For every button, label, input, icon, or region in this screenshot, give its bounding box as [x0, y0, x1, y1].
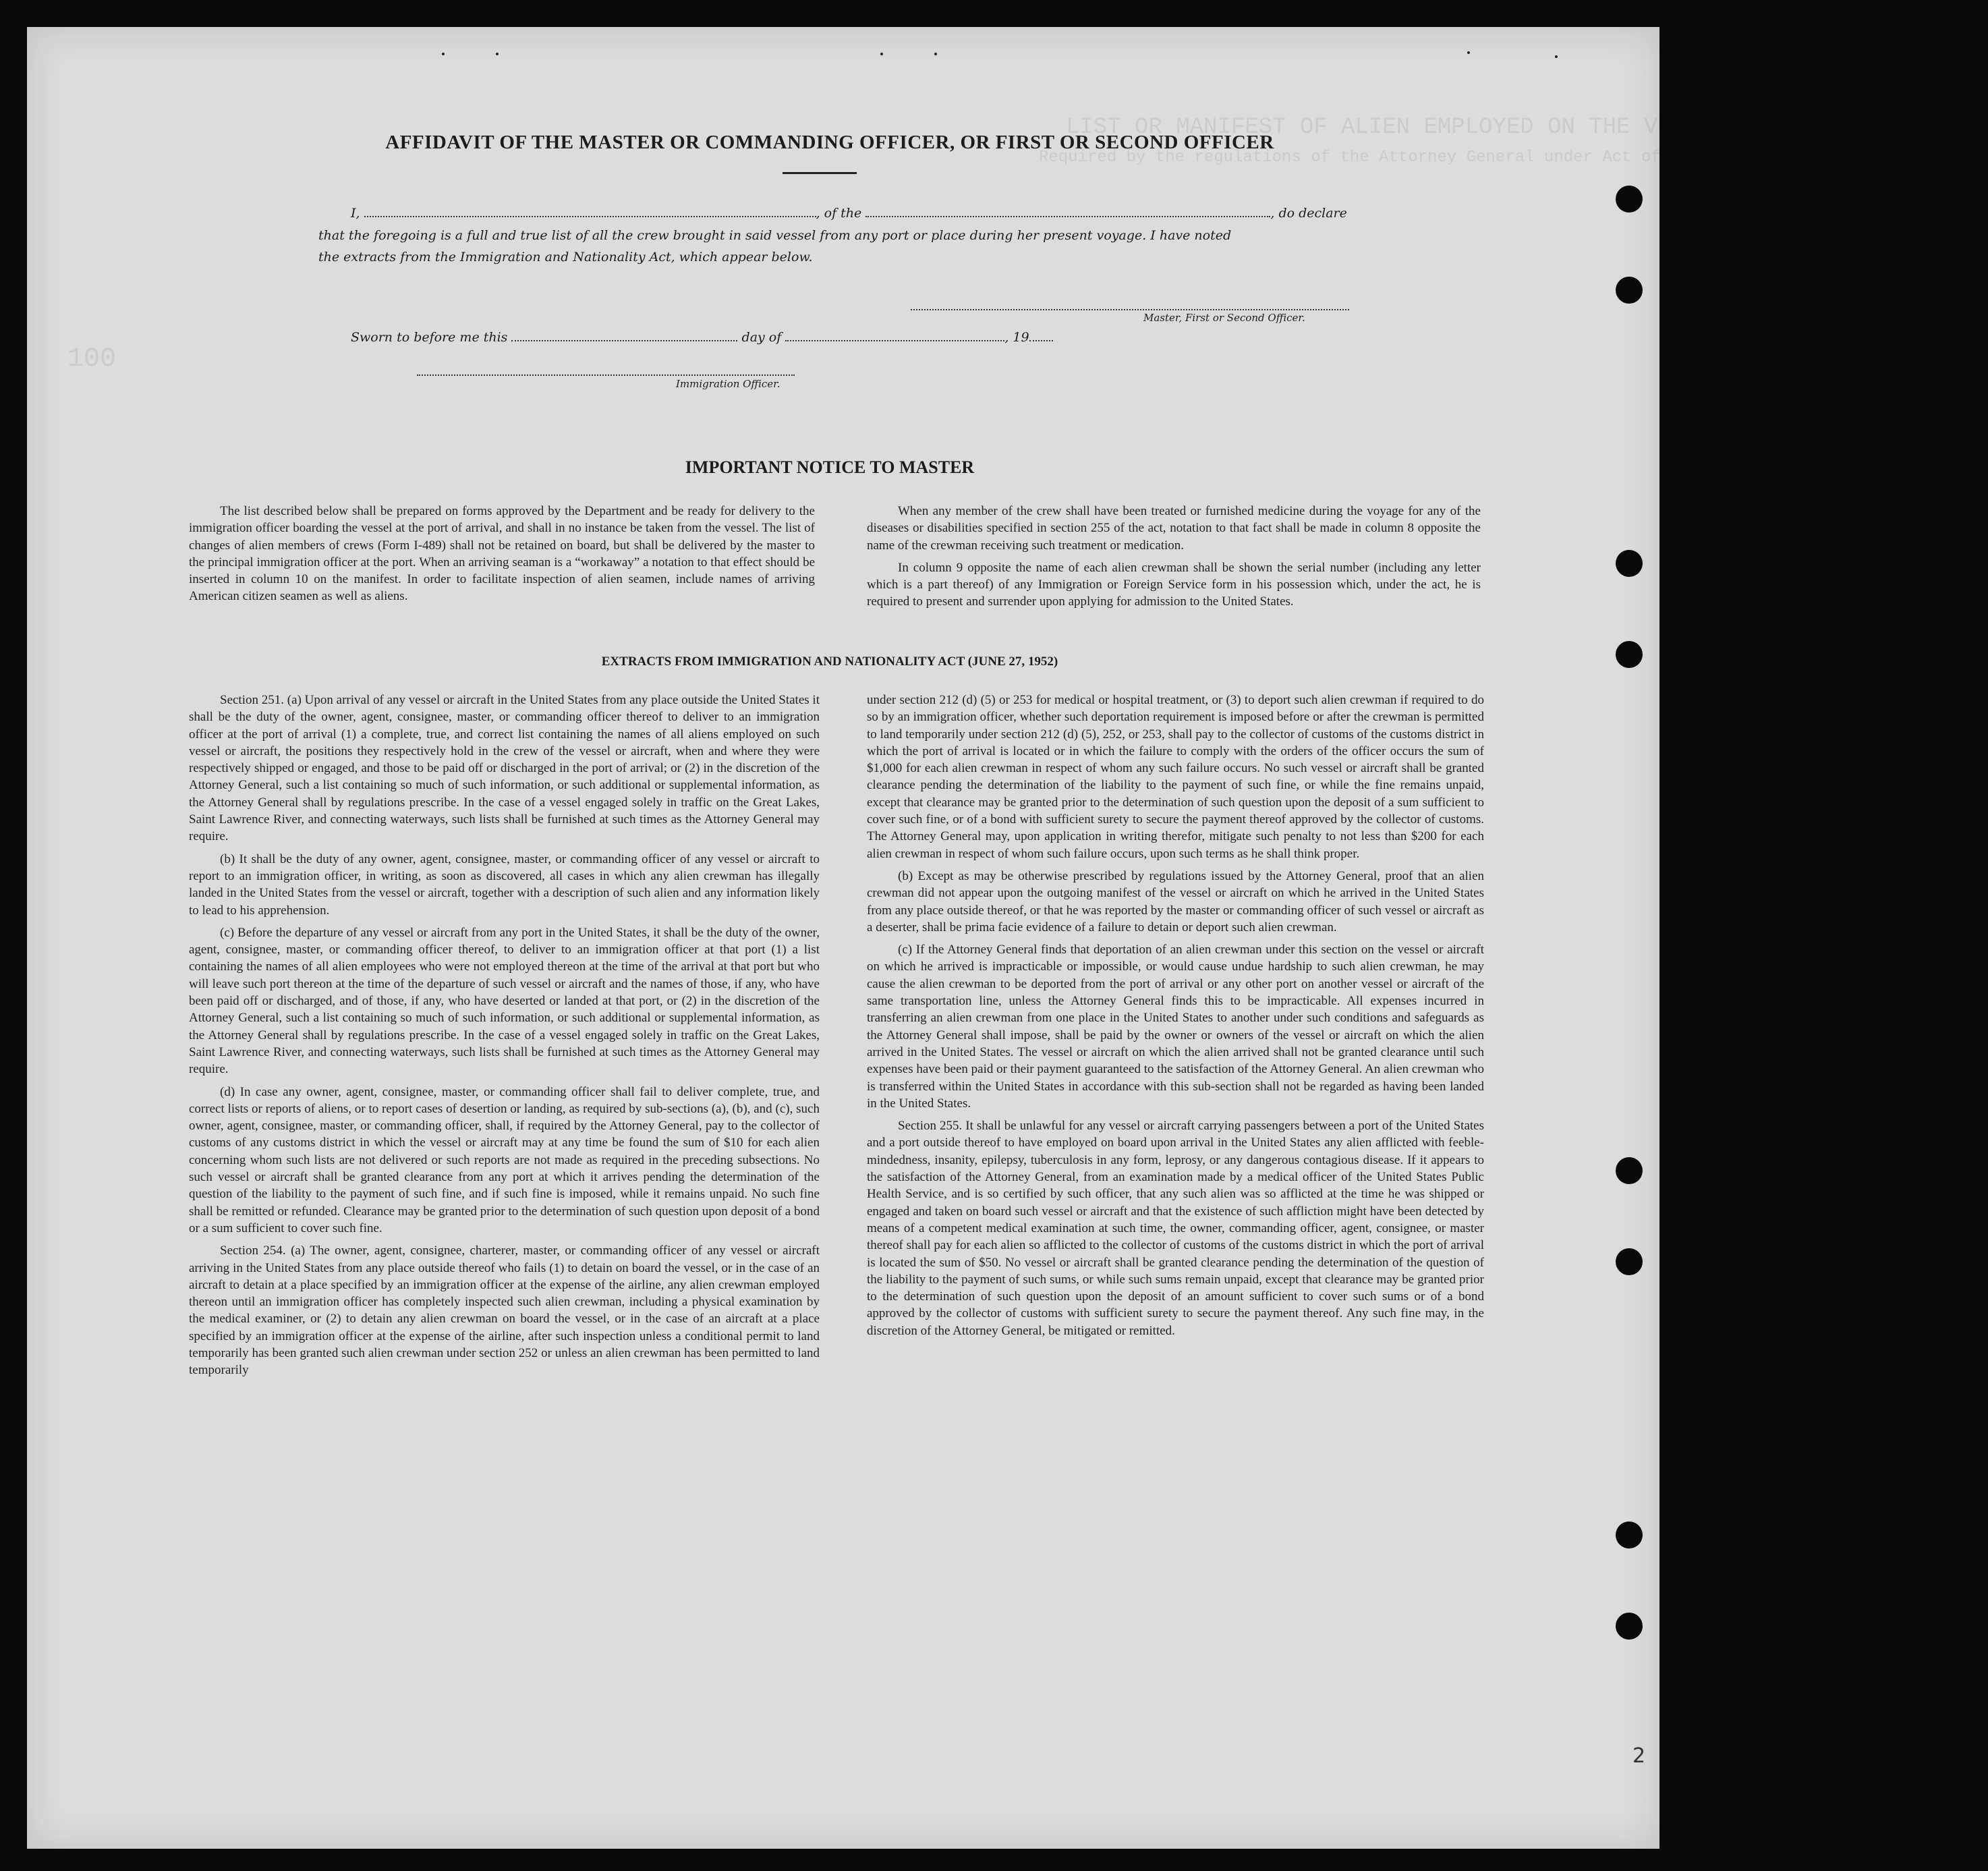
notice-left-column: [189, 503, 815, 611]
document-page: [27, 27, 1988, 1849]
officer-signature-label: Immigration Officer.: [676, 378, 780, 390]
extracts-left-column: [189, 692, 820, 1385]
declaration-declare: , do declare: [1270, 206, 1347, 221]
section-251-a: Section 251. (a) Upon arrival of any vessel or aircraft in the United States from any place outside the United States it shall be the duty of the owner, agent, consignee, master, or commanding officer thereof to deliver to an immigration officer at the port of arrival (1) a complete, true, and correct list containing the names of all aliens employed on such vessel or aircraft, the positions they respectively hold in the crew of the vessel or aircraft, when and where they were respectively shipped or engaged, and those to be paid off or discharged in the port of arrival; or (2) in the discretion of the Attorney General, such a list containing so much of such information, or such additional or supplemental information, as the Attorney General shall by regulations prescribe. In the case of a vessel engaged solely in traffic on the Great Lakes, Saint Lawrence River, and connecting waterways, such lists shall be furnished at such times as the Attorney General may require.: [189, 693, 820, 844]
extracts-title: EXTRACTS FROM IMMIGRATION AND NATIONALITY ACT (JUNE 27, 1952): [601, 654, 1058, 669]
declaration-i: I,: [351, 206, 360, 221]
sworn-year-blank: [1029, 328, 1053, 341]
declaration-text-line-2: that the foregoing is a full and true list of all the crew brought in said vessel from any port or place during her present voyage. I have noted: [318, 228, 1232, 243]
master-signature-label: Master, First or Second Officer.: [1143, 312, 1305, 324]
punch-hole: [1616, 186, 1643, 213]
sworn-day-blank: [511, 328, 737, 341]
speck: [442, 53, 445, 55]
notice-right-column: [867, 503, 1481, 616]
extracts-right-column: [867, 692, 1484, 1345]
sworn-line: [351, 328, 1053, 345]
section-251-b: (b) It shall be the duty of any owner, agent, consignee, master, or commanding officer of any vessel or aircraft to report to an immigration officer, in writing, as soon as discovered, all cases in which any alien crewman has illegally landed in the United States from the vessel or aircraft, together with a description of such alien and any information likely to lead to his apprehension.: [189, 851, 820, 918]
punch-hole: [1616, 1248, 1643, 1275]
show-through-text: LIST OR MANIFEST OF ALIEN EMPLOYED ON THE VESSEL AS MEMBERS OF CREW: [1066, 115, 1988, 140]
punch-hole: [1616, 1157, 1643, 1184]
punch-hole: [1616, 277, 1643, 304]
declaration-of-the: , of the: [816, 206, 862, 221]
declaration-text-line-3: the extracts from the Immigration and Nationality Act, which appear below.: [318, 250, 813, 264]
section-251-c: (c) Before the departure of any vessel or aircraft from any port in the United States, it shall be the duty of the owner, agent, consignee, master, or commanding officer thereof, to deliver to an immigration officer at that port (1) a list containing the names of all alien employees who were not employed thereon at the time of the arrival at that port but who will leave such port thereon at the time of the departure of such vessel or aircraft and the names of those, if any, who have been paid off or discharged, and of those, if any, who have deserted or landed at that port, or (2) in the discretion of the Attorney General, such a list containing so much of such information, or such additional or supplemental information, as the Attorney General shall by regulations prescribe. In the case of a vessel engaged solely in traffic on the Great Lakes, Saint Lawrence River, and connecting waterways, such lists shall be furnished at such times as the Attorney General may require.: [189, 925, 820, 1077]
vessel-blank: [865, 204, 1270, 217]
notice-left-paragraph: The list described below shall be prepared on forms approved by the Department and be ready for delivery to the immigration officer boarding the vessel at the port of arrival, and shall in no instance be taken from the vessel. The list of changes of alien members of crews (Form I-489) shall not be retained on board, but shall be delivered by the master to the principal immigration officer at the port. When an arriving seaman is a “workaway” a notation to that effect should be inserted in column 10 on the manifest. In order to facilitate inspection of alien seamen, include names of arriving American citizen seamen as well as aliens.: [189, 504, 815, 604]
section-254-b: (b) Except as may be otherwise prescribed by regulations issued by the Attorney General, proof that an alien crewman did not appear upon the outgoing manifest of the vessel or aircraft on which he arrived in the United States from any place outside thereof, or that he was reported by the master or commanding officer of such vessel or aircraft as a deserter, shall be prima facie evidence of a failure to detain or deport such alien crewman.: [867, 868, 1484, 934]
section-254-a: Section 254. (a) The owner, agent, consignee, charterer, master, or commanding officer of any vessel or aircraft arriving in the United States from any place outside thereof who fails (1) to detain on board the vessel, or in the case of an aircraft to detain at a place specified by an immigration officer at the expense of the airline, any alien crewman employed thereon until an immigration officer has completely inspected such alien crewman, including a physical examination by the medical examiner, or (2) to detain any alien crewman on board the vessel, or in the case of an aircraft at a place specified by an immigration officer at the expense of the airline, after such inspection unless a conditional permit to land temporarily has been granted such alien crewman under section 252 or unless an alien crewman has been permitted to land temporarily: [189, 1244, 820, 1378]
speck: [1467, 51, 1470, 54]
section-254-c: (c) If the Attorney General finds that deportation of an alien crewman under this section on the vessel or aircraft on which he arrived is impracticable or impossible, or would cause undue hardship to such alien crewman, he may cause the alien crewman to be deported from the port of arrival or any other port on another vessel or aircraft of the same transportation line, unless the Attorney General finds this to be impracticable. All expenses incurred in transferring an alien crewman from one place in the United States to another under such conditions and safeguards as the Attorney General shall impose, shall be paid by the owner or owners of the vessel or aircraft on which the alien arrived in the United States. The vessel or aircraft on which the alien arrived shall not be granted clearance until such expenses have been paid or their payment guaranteed to the satisfaction of the Attorney General. An alien crewman who is transferred within the United States in accordance with this sub-section shall not be regarded as having been landed in the United States.: [867, 943, 1484, 1111]
corner-mark: 2: [1632, 1744, 1646, 1768]
title-rule: [783, 172, 857, 174]
speck: [496, 53, 499, 55]
declaration-line: [351, 204, 1347, 221]
section-254-a-continued: under section 212 (d) (5) or 253 for medical or hospital treatment, or (3) to deport such alien crewman if required to do so by an immigration officer, whether such deportation requirement is imposed before or after the crewman is permitted to land temporarily under section 212 (d) (5), 252, or 253, shall pay to the collector of customs of the customs district in which the port of arrival is located or in which the failure to comply with the orders of the officer occurs the sum of $1,000 for each alien crewman in respect of whom any such failure occurs. No such vessel or aircraft shall be granted clearance pending the determination of the liability to the payment of such fine, or while the fine remains unpaid, except that clearance may be granted prior to the determination of such question upon the deposit of a sum sufficient to cover such fine, or of a bond with sufficient surety to secure the payment thereof approved by the collector of customs. The Attorney General may, upon application in writing therefor, mitigate such penalty to not less than $200 for each alien crewman in respect of whom such failure occurs, upon such terms as he shall think proper.: [867, 693, 1484, 861]
name-blank: [364, 204, 816, 217]
punch-hole: [1616, 1613, 1643, 1640]
notice-right-paragraph-2: In column 9 opposite the name of each alien crewman shall be shown the serial number (including any letter which is a part thereof) of any Immigration or Foreign Service form in his possession which, under the act, he is required to present and surrender upon applying for admission to the United States.: [867, 560, 1481, 609]
show-through-text: Required by the regulations of the Attorney General under Act of Congress approved June 27, 1952: [1039, 148, 1972, 167]
sworn-day-of: day of: [741, 330, 782, 345]
section-251-d: (d) In case any owner, agent, consignee, master, or commanding officer shall fail to deliver complete, true, and correct lists or reports of aliens, or to report cases of desertion or landing, as required by sub-sections (a), (b), and (c), such owner, agent, consignee, master, or commanding officer, shall, if required by the Attorney General, pay to the collector of customs of any customs district in which the vessel or aircraft may at any time be found the sum of $10 for each alien concerning whom such lists are not delivered or such reports are not made as required in the preceding subsections. No such vessel or aircraft shall be granted clearance from any port at which it arrives pending the determination of the question of the liability to the payment of such fine, and if such fine is imposed, while it remains unpaid. No such fine shall be remitted or refunded. Clearance may be granted prior to the determination of such question upon deposit of a bond or a sum sufficient to cover such fine.: [189, 1084, 820, 1235]
affidavit-title: AFFIDAVIT OF THE MASTER OR COMMANDING OFFICER, OR FIRST OR SECOND OFFICER: [385, 132, 1274, 153]
speck: [934, 53, 937, 55]
sworn-month-blank: [785, 328, 1004, 341]
sworn-prefix: Sworn to before me this: [351, 330, 508, 345]
section-255: Section 255. It shall be unlawful for any vessel or aircraft carrying passengers between a port of the United States and a port outside thereof to have employed on board upon arrival in the United States any alien afflicted with feeble-mindedness, insanity, epilepsy, tuberculosis in any form, leprosy, or any dangerous contagious disease. If it appears to the satisfaction of the Attorney General, from an examination made by a medical officer of the United States Public Health Service, and is so certified by such officer, that any such alien was so afflicted at the time he was shipped or engaged and taken on board such vessel or aircraft and that the existence of such affliction might have been detected by means of a competent medical examination at such time, the owner, commanding officer, agent, consignee, or master thereof shall pay for each alien so afflicted to the collector of customs of the customs district in which the port of arrival is located the sum of $50. No vessel or aircraft shall be granted clearance pending the determination of the question of the liability to the payment of such sums, or while such sums remain unpaid, except that clearance may be granted prior to the determination of such question upon the deposit of an amount sufficient to cover such sums or of a bond approved by the collector of customs with sufficient surety to secure the payment thereof. Any such fine may, in the discretion of the Attorney General, be mitigated or remitted.: [867, 1119, 1484, 1338]
speck: [1555, 55, 1558, 58]
punch-hole: [1616, 1521, 1643, 1548]
speck: [880, 53, 883, 55]
sworn-year: , 19: [1004, 330, 1029, 345]
punch-hole: [1616, 550, 1643, 577]
master-signature-line: [911, 309, 1349, 310]
officer-signature-line: [417, 374, 795, 376]
notice-right-paragraph-1: When any member of the crew shall have been treated or furnished medicine during the voyage for any of the diseases or disabilities specified in section 255 of the act, notation to that fact shall be made in column 8 opposite the name of the crewman receiving such treatment or medication.: [867, 504, 1481, 553]
show-through-text: 100: [67, 344, 117, 374]
notice-title: IMPORTANT NOTICE TO MASTER: [685, 457, 975, 477]
